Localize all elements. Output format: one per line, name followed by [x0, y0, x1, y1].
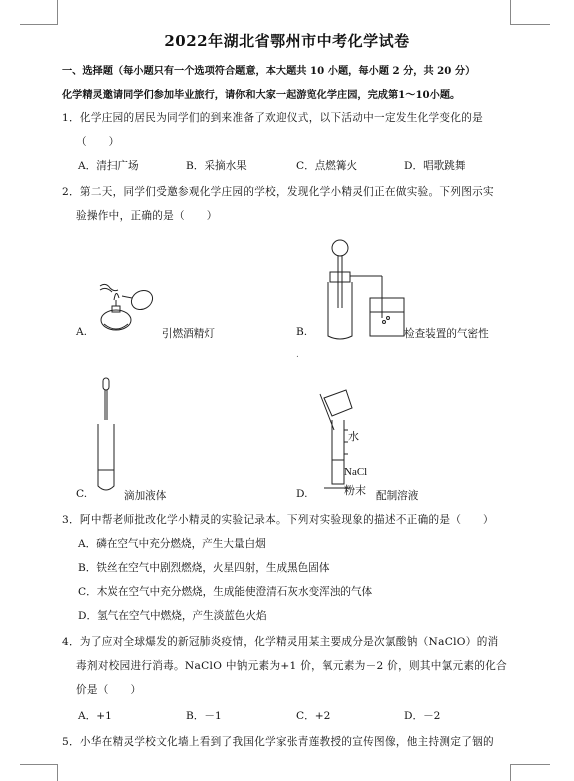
crop-mark-bottom-left-v [57, 764, 58, 781]
q1-option-b: B．采摘水果 [186, 160, 247, 172]
question-5-stem: 5．小华在精灵学校文化墙上看到了我国化学家张青莲教授的宣传图像，他主持测定了铟的 [62, 736, 494, 748]
q1-option-d: D．唱歌跳舞 [404, 160, 466, 172]
crop-mark-bottom-left [20, 764, 58, 765]
crop-mark-top-right-v [510, 0, 511, 24]
q2-option-b-caption: 检查装置的气密性 [404, 328, 489, 340]
q2-option-d-letter: D. [296, 488, 308, 500]
q3-option-d: D．氢气在空气中燃烧，产生淡蓝色火焰 [78, 610, 267, 622]
q3-option-b: B．铁丝在空气中剧烈燃烧，火星四射，生成黑色固体 [78, 562, 330, 574]
crop-mark-top-left [20, 24, 58, 25]
q1-option-a: A．清扫广场 [78, 160, 139, 172]
figure-d-measuring-cylinder [318, 390, 368, 494]
q4-option-b: B．－1 [186, 710, 222, 722]
q1-option-c: C．点燃篝火 [296, 160, 358, 172]
question-3-stem: 3．阿中帮老师批改化学小精灵的实验记录本。下列对实验现象的描述不正确的是（ ） [62, 514, 494, 526]
question-4-stem-cont: 毒剂对校园进行消毒。NaClO 中钠元素为+1 价，氧元素为－2 价，则其中氯元素的化合 [76, 660, 508, 672]
question-2-stem: 2．第二天，同学们受邀参观化学庄园的学校，发现化学小精灵们正在做实验。下列图示实 [62, 186, 494, 198]
figure-d-label-nacl: NaCl [344, 466, 368, 478]
exam-title: 2022年湖北省鄂州市中考化学试卷 [164, 32, 410, 50]
section-heading: 一、选择题（每小题只有一个选项符合题意，本大题共 10 小题，每小题 2 分，共 20 分） [62, 65, 476, 77]
q2-option-d-caption: 配制溶液 [376, 490, 419, 502]
figure-d-label-powder: 粉末 [344, 484, 366, 497]
question-4-stem-end: 价是（ ） [76, 684, 142, 696]
crop-mark-top-right [510, 24, 550, 25]
q2-option-b-letter: B. [296, 326, 308, 338]
q3-option-c: C．木炭在空气中充分燃烧，生成能使澄清石灰水变浑浊的气体 [78, 586, 373, 598]
crop-mark-bottom-right-v [510, 764, 511, 781]
crop-mark-top-left-v [57, 0, 58, 24]
figure-a-alcohol-lamps [92, 278, 162, 338]
question-1-blank: （ ） [76, 136, 120, 148]
q4-option-a: A．+1 [78, 710, 112, 722]
crop-mark-bottom-right [510, 764, 550, 765]
q2-option-a-letter: A. [76, 326, 88, 338]
q4-option-c: C．+2 [296, 710, 331, 722]
question-2-stem-cont: 验操作中，正确的是（ ） [76, 210, 218, 222]
paragraph-mark: . [296, 350, 299, 360]
section-intro: 化学精灵邀请同学们参加毕业旅行，请你和大家一起游览化学庄园，完成第1～10小题。 [62, 89, 461, 101]
figure-c-dropper-test-tube [94, 378, 118, 498]
q4-option-d: D．－2 [404, 710, 441, 722]
figure-d-label-water: 水 [348, 430, 359, 443]
q3-option-a: A．磷在空气中充分燃烧，产生大量白烟 [78, 538, 266, 550]
figure-b-airtightness-apparatus [318, 238, 408, 348]
q2-option-c-caption: 滴加液体 [124, 490, 167, 502]
q2-option-c-letter: C. [76, 488, 88, 500]
question-4-stem: 4．为了应对全球爆发的新冠肺炎疫情，化学精灵用某主要成分是次氯酸钠（NaClO）的消 [62, 636, 499, 648]
question-1-stem: 1．化学庄园的居民为同学们的到来准备了欢迎仪式，以下活动中一定发生化学变化的是 [62, 112, 483, 124]
q2-option-a-caption: 引燃酒精灯 [162, 328, 215, 340]
